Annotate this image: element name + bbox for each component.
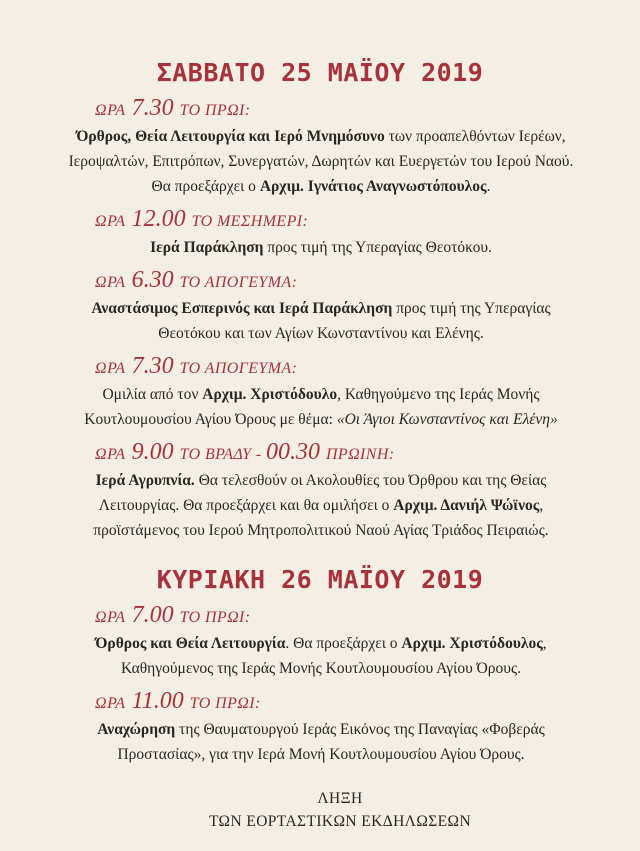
event-description (62, 124, 580, 199)
time-label: ΤΟ ΑΠΟΓΕΥΜΑ: (179, 360, 298, 377)
day-events (0, 599, 640, 767)
emphasis-text: Ιερά Παράκληση (150, 239, 264, 256)
time-value-end: 00.30 (265, 439, 320, 465)
time-value: 12.00 (131, 206, 186, 232)
time-prefix: ΩΡΑ (95, 274, 126, 291)
description-text: Θα τελεσθούν οι Ακολουθίες του Όρθρου και της Θείας Λειτουργίας. Θα προεξάρχει και θα ομιλήσει ο (98, 472, 547, 514)
event-time (95, 599, 580, 631)
event-description (62, 631, 580, 681)
emphasis-text: Αρχιμ. Δανιήλ Ψώϊνος (393, 497, 540, 514)
emphasis-text: Αρχιμ. Χριστόδουλος (401, 635, 543, 652)
time-prefix: ΩΡΑ (95, 102, 126, 119)
schedule-event (91, 264, 580, 346)
event-time (95, 203, 580, 235)
time-label: ΤΟ ΒΡΑΔΥ - (179, 446, 266, 463)
time-label: ΤΟ ΑΠΟΓΕΥΜΑ: (179, 274, 298, 291)
schedule-event (95, 436, 580, 543)
description-text: , προϊστάμενος του Ιερού Μητροπολιτικού Ναού Αγίας Τριάδος Πειραιώς. (93, 497, 549, 539)
event-description (62, 296, 580, 346)
description-text: προς τιμή της Υπεραγίας Θεοτόκου. (263, 239, 492, 256)
description-text: , Καθηγούμενο της Ιεράς Μονής Κουτλουμουσίου Αγίου Όρους με θέμα: (84, 386, 540, 428)
time-prefix: ΩΡΑ (95, 609, 126, 626)
event-description (62, 382, 580, 432)
time-prefix: ΩΡΑ (95, 360, 126, 377)
time-label: ΤΟ ΠΡΩΙ: (179, 609, 251, 626)
description-text: προς τιμή της Υπεραγίας Θεοτόκου και των Αγίων Κωνσταντίνου και Ελένης. (158, 300, 551, 342)
event-description (62, 717, 580, 767)
emphasis-text: Ιερά Αγρυπνία. (95, 472, 195, 489)
schedule-event (68, 92, 580, 199)
event-time (95, 685, 580, 717)
time-value: 9.00 (131, 439, 174, 465)
closing-line-1: ΛΗΞΗ (317, 790, 363, 807)
time-label-end: ΠΡΩΙΝΗ: (325, 446, 395, 463)
day-title: ΚΥΡΙΑΚΗ 26 ΜΑΪΟΥ 2019 (156, 565, 484, 594)
day-events (0, 92, 640, 543)
emphasis-text: Αρχιμ. Ιγνάτιος Αναγνωστόπουλος (259, 178, 487, 195)
time-value: 7.00 (131, 602, 174, 628)
schedule-event (95, 685, 580, 767)
description-text: της Θαυματουργού Ιεράς Εικόνος της Παναγίας «Φοβεράς Προστασίας», για την Ιερά Μονή Κουτλουμουσίου Αγίου Όρους. (117, 721, 545, 763)
time-value: 6.30 (131, 267, 174, 293)
event-time (95, 350, 580, 382)
closing-line-2: ΤΩΝ ΕΟΡΤΑΣΤΙΚΩΝ ΕΚΔΗΛΩΣΕΩΝ (208, 813, 472, 830)
emphasis-text: Αναστάσιμος Εσπερινός και Ιερά Παράκληση (91, 300, 393, 317)
time-value: 11.00 (131, 688, 184, 714)
time-prefix: ΩΡΑ (95, 695, 126, 712)
emphasis-text: Όρθρος και Θεία Λειτουργία (95, 635, 286, 652)
time-value: 7.30 (131, 353, 174, 379)
event-time (95, 92, 580, 124)
time-prefix: ΩΡΑ (95, 446, 126, 463)
emphasis-text: Όρθρος, Θεία Λειτουργία και Ιερό Μνημόσυνο (76, 128, 385, 145)
description-text: των προαπελθόντων Ιερέων, Ιεροψαλτών, Επιτρόπων, Συνεργατών, Δωρητών και Ευεργετών του Ιερού Ναού. Θα προεξάρχει ο (68, 128, 574, 195)
day-title: ΣΑΒΒΑΤΟ 25 ΜΑΪΟΥ 2019 (156, 58, 484, 87)
emphasis-text: Αναχώρηση (97, 721, 176, 738)
event-time (95, 264, 580, 296)
time-label: ΤΟ ΠΡΩΙ: (189, 695, 261, 712)
event-description (62, 468, 580, 543)
time-label: ΤΟ ΠΡΩΙ: (179, 102, 251, 119)
time-prefix: ΩΡΑ (95, 213, 126, 230)
description-text: . Θα προεξάρχει ο (285, 635, 402, 652)
event-time (95, 436, 580, 468)
description-text: . (486, 178, 491, 195)
schedule-event (84, 350, 580, 432)
time-value: 7.30 (131, 95, 174, 121)
schedule-event (95, 203, 580, 260)
schedule-event (95, 599, 580, 681)
event-description (62, 235, 580, 260)
emphasis-text: Αρχιμ. Χριστόδουλο (202, 386, 338, 403)
description-text: , Καθηγούμενος της Ιεράς Μονής Κουτλουμουσίου Αγίου Όρους. (121, 635, 547, 677)
description-text: Ομιλία από τον (102, 386, 203, 403)
time-label: ΤΟ ΜΕΣΗΜΕΡΙ: (191, 213, 309, 230)
closing-note (0, 787, 640, 833)
italic-text: «Οι Άγιοι Κωνσταντίνος και Ελένη» (336, 411, 558, 428)
